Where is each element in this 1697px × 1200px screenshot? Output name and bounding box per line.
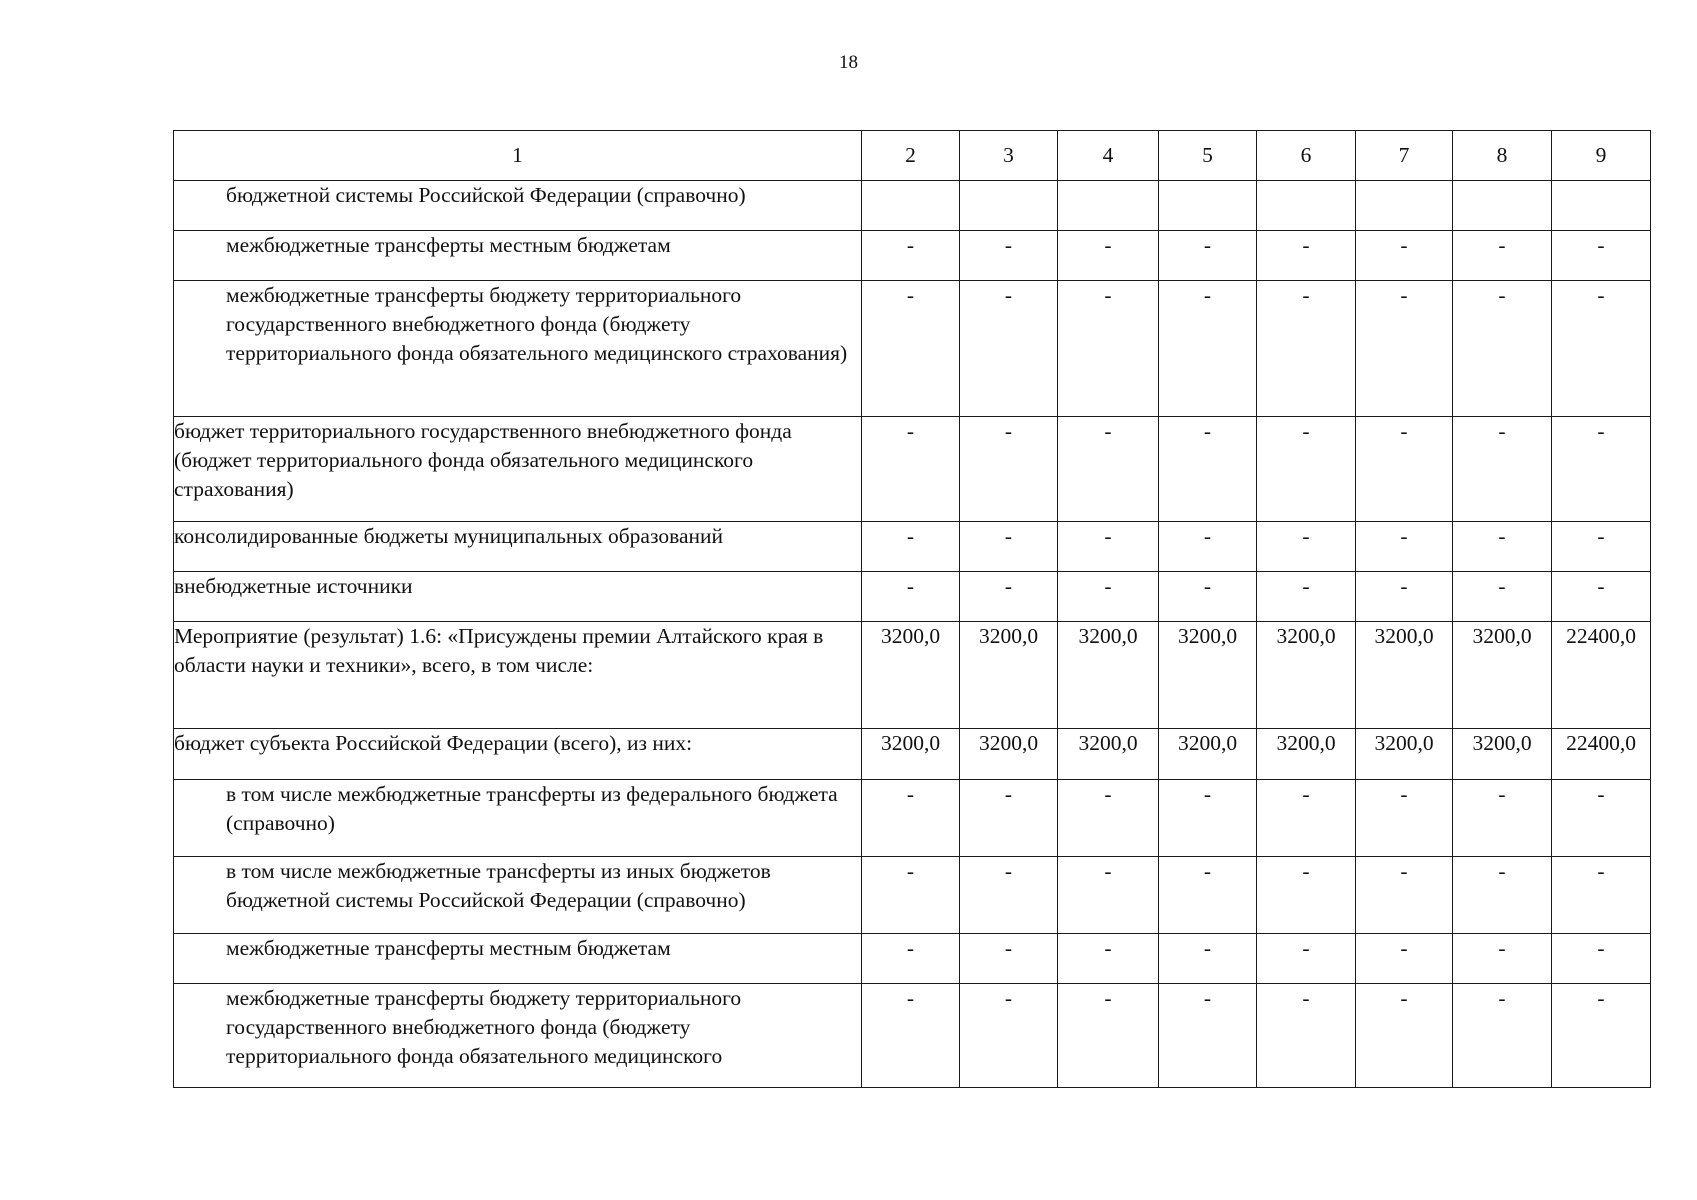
column-header: 3 <box>960 131 1058 181</box>
row-value: - <box>1356 281 1453 417</box>
row-value: - <box>1257 231 1356 281</box>
table-row <box>174 984 1651 1088</box>
row-value: - <box>960 231 1058 281</box>
table-row <box>174 231 1651 281</box>
row-value: - <box>1058 934 1159 984</box>
row-value <box>960 181 1058 231</box>
row-value: - <box>862 857 960 934</box>
row-value: 3200,0 <box>1453 729 1552 780</box>
row-value: - <box>862 231 960 281</box>
row-value: - <box>1356 522 1453 572</box>
row-value: - <box>1159 417 1257 522</box>
row-value <box>1058 181 1159 231</box>
row-value: 22400,0 <box>1552 622 1651 729</box>
row-label: в том числе межбюджетные трансферты из иных бюджетов бюджетной системы Российской Федерации (справочно) <box>174 857 862 934</box>
row-value: - <box>1552 231 1651 281</box>
table-row <box>174 281 1651 417</box>
row-value: - <box>1257 984 1356 1088</box>
row-value: 3200,0 <box>960 729 1058 780</box>
row-value: 3200,0 <box>862 622 960 729</box>
row-value: - <box>960 417 1058 522</box>
row-value: - <box>1453 572 1552 622</box>
row-value: - <box>1453 857 1552 934</box>
row-value: - <box>862 417 960 522</box>
row-value: - <box>1453 231 1552 281</box>
row-label: бюджетной системы Российской Федерации (справочно) <box>174 181 862 231</box>
row-value: 3200,0 <box>1356 622 1453 729</box>
table-row <box>174 622 1651 729</box>
row-label: Мероприятие (результат) 1.6: «Присуждены премии Алтайского края в области науки и техники», всего, в том числе: <box>174 622 862 729</box>
row-value: - <box>1552 417 1651 522</box>
row-value <box>1356 181 1453 231</box>
row-label: межбюджетные трансферты местным бюджетам <box>174 231 862 281</box>
row-label: межбюджетные трансферты местным бюджетам <box>174 934 862 984</box>
row-value: - <box>1257 522 1356 572</box>
table-row <box>174 417 1651 522</box>
row-value: 3200,0 <box>960 622 1058 729</box>
row-value: - <box>1159 572 1257 622</box>
table-row <box>174 857 1651 934</box>
row-value: - <box>1552 780 1651 857</box>
row-value: - <box>1552 984 1651 1088</box>
row-value: - <box>1453 522 1552 572</box>
row-value <box>1552 181 1651 231</box>
column-header: 2 <box>862 131 960 181</box>
column-header: 9 <box>1552 131 1651 181</box>
row-value: - <box>1356 934 1453 984</box>
row-value: - <box>1453 984 1552 1088</box>
row-value: - <box>1257 934 1356 984</box>
row-label: бюджет территориального государственного внебюджетного фонда (бюджет территориального фонда обязательного медицинского страхования) <box>174 417 862 522</box>
row-value: - <box>1552 857 1651 934</box>
row-value <box>1159 181 1257 231</box>
row-value: - <box>1159 281 1257 417</box>
row-value: - <box>960 857 1058 934</box>
row-value: - <box>1257 417 1356 522</box>
row-value: - <box>1552 281 1651 417</box>
row-value: - <box>1552 522 1651 572</box>
row-value: 3200,0 <box>1257 622 1356 729</box>
column-header: 8 <box>1453 131 1552 181</box>
row-value <box>1453 181 1552 231</box>
row-label: в том числе межбюджетные трансферты из федерального бюджета (справочно) <box>174 780 862 857</box>
row-value: 3200,0 <box>862 729 960 780</box>
row-value: - <box>1453 417 1552 522</box>
row-value: - <box>1257 281 1356 417</box>
row-value: - <box>960 572 1058 622</box>
row-value: - <box>862 934 960 984</box>
row-value <box>862 181 960 231</box>
row-label: внебюджетные источники <box>174 572 862 622</box>
row-label: межбюджетные трансферты бюджету территориального государственного внебюджетного фонда (бюджету территориального фонда обязательного медицинского <box>174 984 862 1088</box>
row-value: - <box>1058 281 1159 417</box>
row-value: 3200,0 <box>1453 622 1552 729</box>
row-value: 3200,0 <box>1356 729 1453 780</box>
row-value: - <box>1159 984 1257 1088</box>
row-label: межбюджетные трансферты бюджету территориального государственного внебюджетного фонда (бюджету территориального фонда обязательного медицинского страхования) <box>174 281 862 417</box>
row-value: - <box>1552 572 1651 622</box>
row-value: - <box>960 281 1058 417</box>
row-value: - <box>1058 984 1159 1088</box>
row-value: - <box>1058 572 1159 622</box>
row-value: - <box>1257 780 1356 857</box>
row-value: 3200,0 <box>1058 622 1159 729</box>
row-value: - <box>862 522 960 572</box>
row-value: - <box>1058 522 1159 572</box>
column-header: 4 <box>1058 131 1159 181</box>
row-value: - <box>1058 231 1159 281</box>
row-value: - <box>862 780 960 857</box>
table-row <box>174 780 1651 857</box>
page-number: 18 <box>839 52 858 73</box>
row-value: 3200,0 <box>1058 729 1159 780</box>
row-value: - <box>960 780 1058 857</box>
header-row <box>174 131 1651 181</box>
column-header: 7 <box>1356 131 1453 181</box>
column-header: 1 <box>174 131 862 181</box>
row-value: - <box>1453 934 1552 984</box>
row-label: бюджет субъекта Российской Федерации (всего), из них: <box>174 729 862 780</box>
row-value: - <box>1453 281 1552 417</box>
row-value: - <box>1159 522 1257 572</box>
row-value: - <box>862 281 960 417</box>
column-header: 6 <box>1257 131 1356 181</box>
table-row <box>174 934 1651 984</box>
row-value: 22400,0 <box>1552 729 1651 780</box>
row-value: - <box>960 522 1058 572</box>
row-value: - <box>1159 231 1257 281</box>
row-value: - <box>1552 934 1651 984</box>
row-value: - <box>1356 857 1453 934</box>
row-value: - <box>1257 857 1356 934</box>
budget-table <box>173 130 1651 1088</box>
row-value: - <box>1356 984 1453 1088</box>
table-row <box>174 729 1651 780</box>
row-value: - <box>960 984 1058 1088</box>
row-value: - <box>960 934 1058 984</box>
row-value: - <box>1356 417 1453 522</box>
row-value: - <box>1356 572 1453 622</box>
row-value: - <box>1257 572 1356 622</box>
table-row <box>174 522 1651 572</box>
row-label: консолидированные бюджеты муниципальных образований <box>174 522 862 572</box>
row-value: - <box>1159 780 1257 857</box>
row-value: - <box>1058 417 1159 522</box>
row-value: - <box>1159 934 1257 984</box>
row-value: - <box>1356 231 1453 281</box>
row-value: - <box>1159 857 1257 934</box>
table-row <box>174 181 1651 231</box>
row-value <box>1257 181 1356 231</box>
table-row <box>174 572 1651 622</box>
row-value: - <box>862 984 960 1088</box>
row-value: - <box>1453 780 1552 857</box>
row-value: - <box>1058 780 1159 857</box>
row-value: 3200,0 <box>1257 729 1356 780</box>
row-value: 3200,0 <box>1159 729 1257 780</box>
row-value: - <box>1058 857 1159 934</box>
column-header: 5 <box>1159 131 1257 181</box>
row-value: - <box>862 572 960 622</box>
row-value: 3200,0 <box>1159 622 1257 729</box>
row-value: - <box>1356 780 1453 857</box>
